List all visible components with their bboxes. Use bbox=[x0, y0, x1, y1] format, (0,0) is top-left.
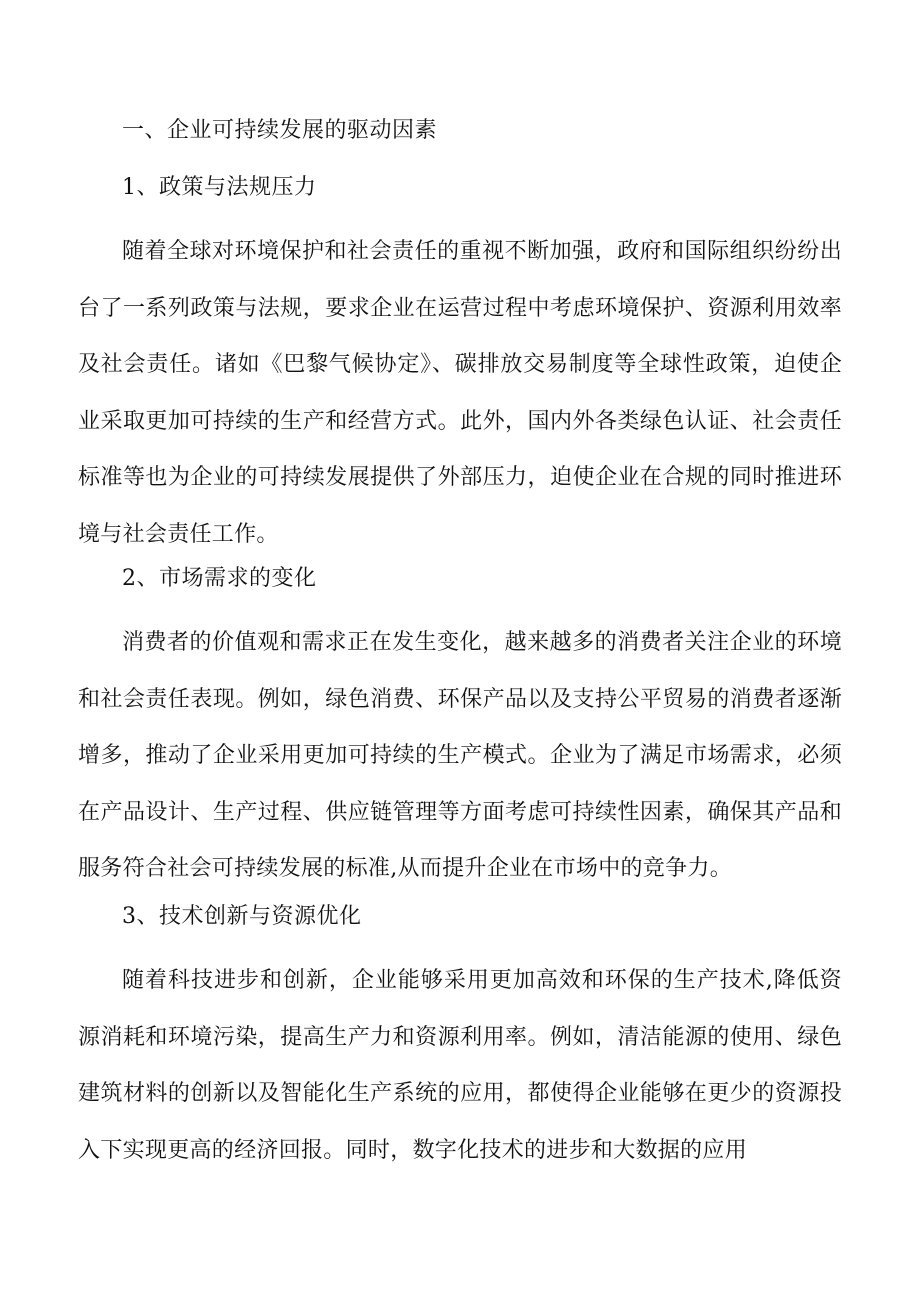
paragraph-tech-innovation: 随着科技进步和创新，企业能够采用更加高效和环保的生产技术,降低资源消耗和环境污染，提高生产力和资源利用率。例如，清洁能源的使用、绿色建筑材料的创新以及智能化生产系统的应用，都使得企业能够在更少的资源投入下实现更高的经济回报。同时，数字化技术的进步和大数据的应用 bbox=[78, 968, 842, 1163]
subsection-heading-1: 1、政策与法规压力 bbox=[122, 175, 317, 200]
subsection-heading-2: 2、市场需求的变化 bbox=[122, 566, 317, 591]
subsection-heading-3: 3、技术创新与资源优化 bbox=[122, 904, 362, 929]
section-title: 一、企业可持续发展的驱动因素 bbox=[122, 118, 438, 143]
paragraph-policy-pressure: 随着全球对环境保护和社会责任的重视不断加强，政府和国际组织纷纷出台了一系列政策与法规，要求企业在运营过程中考虑环境保护、资源利用效率及社会责任。诸如《巴黎气候协定》、碳排放交易制度等全球性政策，迫使企业采取更加可持续的生产和经营方式。此外，国内外各类绿色认证、社会责任标准等也为企业的可持续发展提供了外部压力，迫使企业在合规的同时推进环境与社会责任工作。 bbox=[78, 239, 842, 547]
paragraph-market-demand: 消费者的价值观和需求正在发生变化，越来越多的消费者关注企业的环境和社会责任表现。例如，绿色消费、环保产品以及支持公平贸易的消费者逐渐增多，推动了企业采用更加可持续的生产模式。企业为了满足市场需求，必须在产品设计、生产过程、供应链管理等方面考虑可持续性因素，确保其产品和服务符合社会可持续发展的标准,从而提升企业在市场中的竞争力。 bbox=[78, 630, 842, 881]
